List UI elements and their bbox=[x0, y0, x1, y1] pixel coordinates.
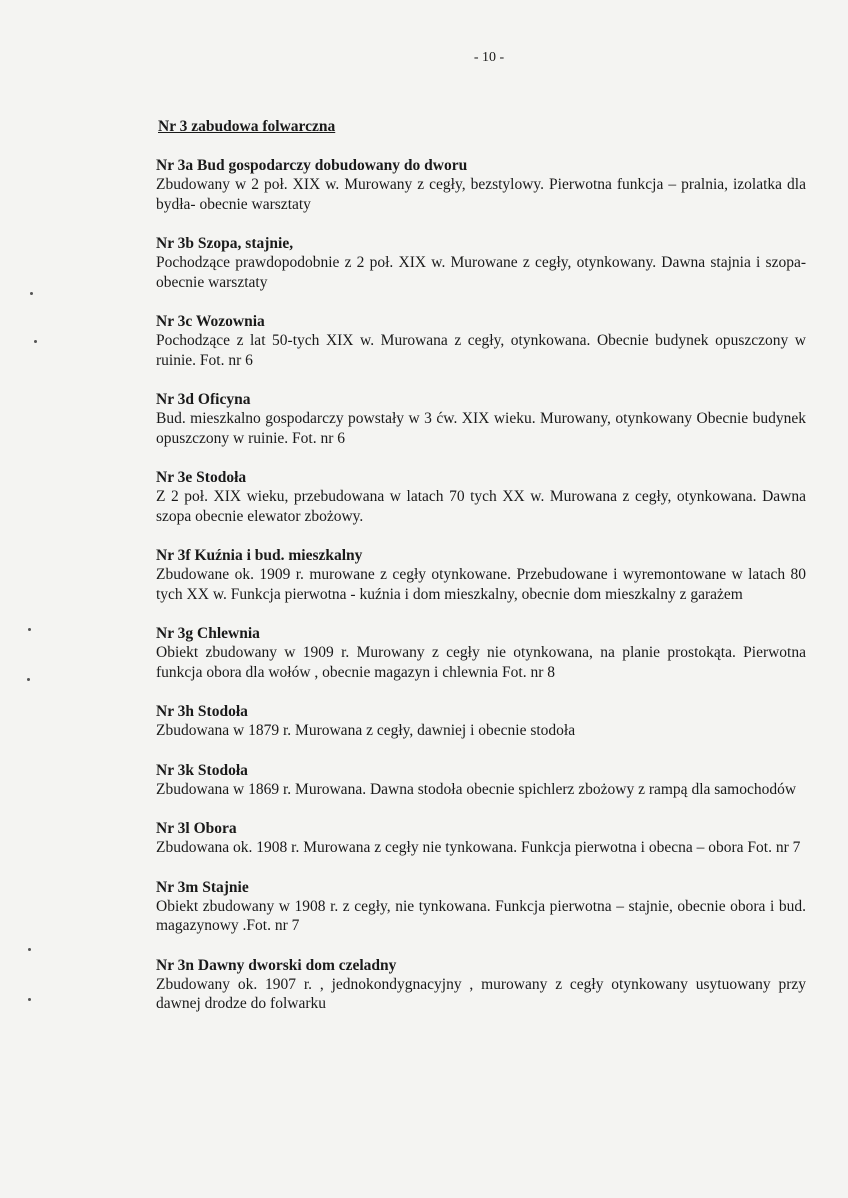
section-title: Nr 3d Oficyna bbox=[156, 391, 251, 408]
section-3f bbox=[156, 546, 806, 604]
section-3n bbox=[156, 956, 806, 1014]
scan-speck bbox=[28, 998, 31, 1001]
section-3a bbox=[156, 156, 806, 214]
scan-speck bbox=[34, 340, 37, 343]
section-title: Nr 3n Dawny dworski dom czeladny bbox=[156, 956, 397, 974]
scan-speck bbox=[27, 678, 30, 681]
section-title: Nr 3k Stodoła bbox=[156, 761, 248, 779]
section-body: Zbudowana w 1879 r. Murowana z cegły, dawniej i obecnie stodoła bbox=[156, 722, 576, 739]
section-title: Nr 3a Bud gospodarczy dobudowany do dworu bbox=[156, 157, 468, 174]
section-3c bbox=[156, 312, 806, 370]
section-body: Zbudowana w 1869 r. Murowana. Dawna stodoła obecnie spichlerz zbożowy z rampą dla samochodów bbox=[156, 780, 797, 798]
section-body: Pochodzące z lat 50-tych XIX w. Murowana z cegły, otynkowana. Obecnie budynek opuszczony w ruinie. Fot. nr 6 bbox=[156, 332, 806, 369]
section-title: Nr 3g Chlewnia bbox=[156, 625, 260, 642]
scan-speck bbox=[28, 948, 31, 951]
section-body: Pochodzące prawdopodobnie z 2 poł. XIX w. Murowane z cegły, otynkowany. Dawna stajnia i szopa- obecnie warsztaty bbox=[156, 254, 806, 291]
section-3m bbox=[156, 878, 806, 936]
section-title: Nr 3l Obora bbox=[156, 820, 237, 837]
document-content bbox=[156, 156, 806, 1034]
section-3d bbox=[156, 390, 806, 448]
section-body: Zbudowany ok. 1907 r. , jednokondygnacyjny , murowany z cegły otynkowany usytuowany przy dawnej drodze do folwarku bbox=[156, 975, 806, 1012]
section-title: Nr 3c Wozownia bbox=[156, 313, 265, 330]
section-3k bbox=[156, 761, 806, 800]
section-body: Obiekt zbudowany w 1908 r. z cegły, nie tynkowana. Funkcja pierwotna – stajnie, obecnie obora i bud. magazynowy .Fot. nr 7 bbox=[156, 897, 806, 934]
section-body: Obiekt zbudowany w 1909 r. Murowany z cegły nie otynkowana, na planie prostokąta. Pierwotna funkcja obora dla wołów , obecnie magazyn i chlewnia Fot. nr 8 bbox=[156, 644, 806, 681]
section-title: Nr 3b Szopa, stajnie, bbox=[156, 235, 294, 252]
section-3b bbox=[156, 234, 806, 292]
section-title: Nr 3h Stodoła bbox=[156, 703, 248, 720]
page-number: - 10 - bbox=[473, 50, 505, 65]
section-title: Nr 3f Kuźnia i bud. mieszkalny bbox=[156, 547, 363, 564]
section-3h bbox=[156, 702, 806, 741]
section-body: Zbudowany w 2 poł. XIX w. Murowany z cegły, bezstylowy. Pierwotna funkcja – pralnia, izolatka dla bydła- obecnie warsztaty bbox=[156, 176, 806, 213]
scan-speck bbox=[28, 628, 31, 631]
scan-speck bbox=[30, 292, 33, 295]
section-3l bbox=[156, 819, 806, 858]
section-3g bbox=[156, 624, 806, 682]
section-3e bbox=[156, 468, 806, 526]
section-body: Zbudowana ok. 1908 r. Murowana z cegły nie tynkowana. Funkcja pierwotna i obecna – obora Fot. nr 7 bbox=[156, 839, 801, 856]
page-heading: Nr 3 zabudowa folwarczna bbox=[158, 118, 336, 135]
section-title: Nr 3e Stodoła bbox=[156, 469, 247, 486]
section-body: Z 2 poł. XIX wieku, przebudowana w latach 70 tych XX w. Murowana z cegły, otynkowana. Dawna szopa obecnie elewator zbożowy. bbox=[156, 488, 806, 525]
section-title: Nr 3m Stajnie bbox=[156, 878, 249, 896]
section-body: Bud. mieszkalno gospodarczy powstały w 3 ćw. XIX wieku. Murowany, otynkowany Obecnie budynek opuszczony w ruinie. Fot. nr 6 bbox=[156, 410, 806, 447]
section-body: Zbudowane ok. 1909 r. murowane z cegły otynkowane. Przebudowane i wyremontowane w latach 80 tych XX w. Funkcja pierwotna - kuźnia i dom mieszkalny, obecnie dom mieszkalny z garażem bbox=[156, 566, 806, 603]
